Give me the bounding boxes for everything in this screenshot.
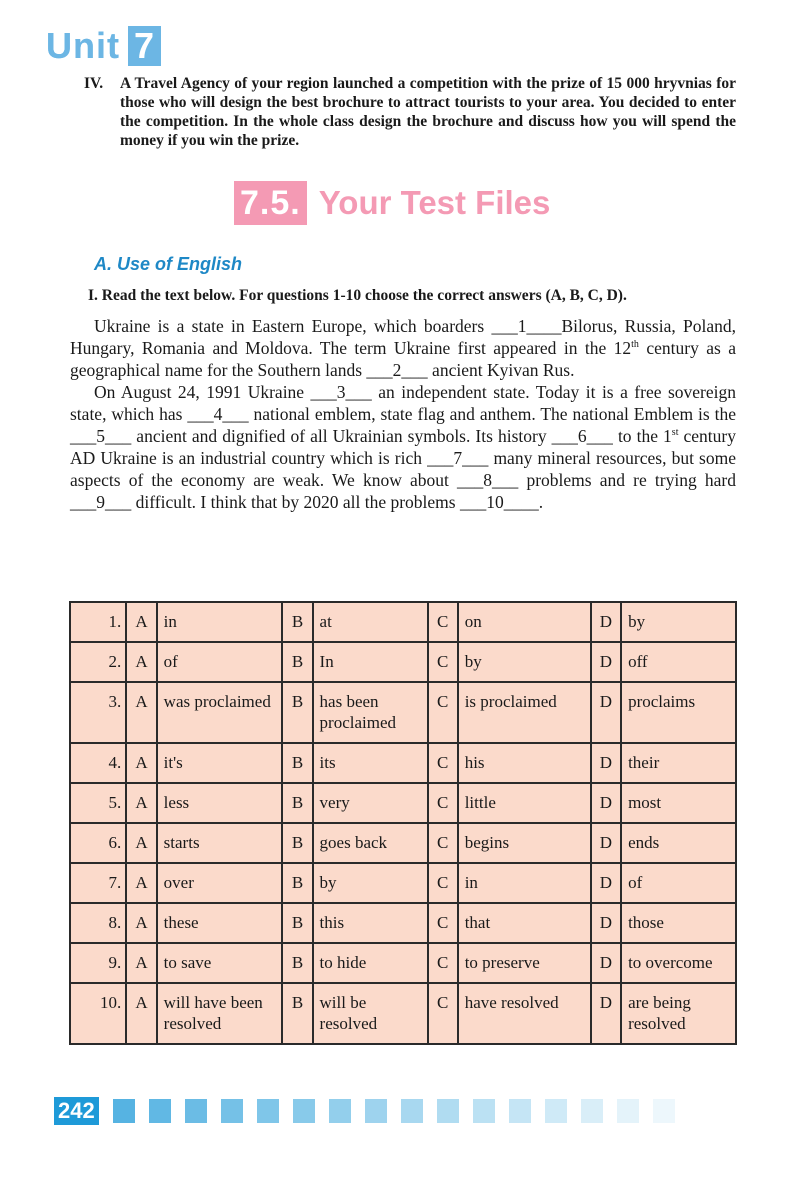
- question-number: 3.: [70, 682, 126, 743]
- table-row: [70, 863, 736, 903]
- task-four: [84, 74, 736, 150]
- reading-passage: [70, 315, 736, 513]
- unit-label: Unit: [46, 25, 120, 66]
- option-text-c: in: [458, 863, 591, 903]
- option-text-a: less: [157, 783, 283, 823]
- option-letter-d: D: [591, 602, 621, 642]
- option-letter-d: D: [591, 823, 621, 863]
- option-letter-c: C: [428, 863, 458, 903]
- option-letter-b: B: [282, 903, 312, 943]
- option-text-a: of: [157, 642, 283, 682]
- option-letter-d: D: [591, 863, 621, 903]
- option-letter-d: D: [591, 983, 621, 1044]
- option-letter-c: C: [428, 783, 458, 823]
- footer-decor-square: [653, 1099, 675, 1123]
- question-number: 9.: [70, 943, 126, 983]
- option-letter-a: A: [126, 783, 156, 823]
- footer-decor-square: [185, 1099, 207, 1123]
- footer-decor-square: [113, 1099, 135, 1123]
- option-letter-b: B: [282, 602, 312, 642]
- option-text-b: In: [313, 642, 428, 682]
- option-text-b: has been proclaimed: [313, 682, 428, 743]
- passage-paragraph-2: On August 24, 1991 Ukraine ___3___ an independent state. Today it is a free sovereign state, which has ___4___ national emblem, state flag and anthem. The national Emblem is the ___5___ ancient and dignified of all Ukrainian symbols. Its history ___6___ to the 1st century AD Ukraine is an industrial country which is rich ___7___ many mineral resources, but some aspects of the economy are weak. We know about ___8___ problems and re trying hard ___9___ difficult. I think that by 2020 all the problems ___10____.: [70, 382, 736, 512]
- option-letter-b: B: [282, 943, 312, 983]
- option-text-b: this: [313, 903, 428, 943]
- footer-decor-square: [221, 1099, 243, 1123]
- option-text-b: goes back: [313, 823, 428, 863]
- option-letter-c: C: [428, 823, 458, 863]
- footer-decor-square: [473, 1099, 495, 1123]
- option-letter-c: C: [428, 743, 458, 783]
- option-text-d: most: [621, 783, 736, 823]
- section-number: 7.5.: [234, 181, 307, 225]
- page-footer: [54, 1097, 675, 1125]
- task-numeral: IV.: [84, 75, 104, 92]
- option-text-b: by: [313, 863, 428, 903]
- option-text-c: begins: [458, 823, 591, 863]
- footer-decor-square: [329, 1099, 351, 1123]
- option-text-a: these: [157, 903, 283, 943]
- option-text-b: to hide: [313, 943, 428, 983]
- option-text-c: is proclaimed: [458, 682, 591, 743]
- table-row: [70, 983, 736, 1044]
- option-letter-c: C: [428, 943, 458, 983]
- option-text-b: its: [313, 743, 428, 783]
- table-row: [70, 682, 736, 743]
- option-letter-b: B: [282, 642, 312, 682]
- table-row: [70, 743, 736, 783]
- question-number: 6.: [70, 823, 126, 863]
- footer-decor-square: [509, 1099, 531, 1123]
- option-letter-a: A: [126, 743, 156, 783]
- footer-decor-square: [293, 1099, 315, 1123]
- option-text-d: their: [621, 743, 736, 783]
- unit-number: 7: [128, 26, 161, 66]
- option-text-a: it's: [157, 743, 283, 783]
- option-letter-a: A: [126, 642, 156, 682]
- option-letter-d: D: [591, 743, 621, 783]
- subsection-title: A. Use of English: [94, 254, 243, 274]
- section-heading: [234, 181, 550, 225]
- option-text-c: his: [458, 743, 591, 783]
- exercise-instruction: I. Read the text below. For questions 1-10 choose the correct answers (A, B, C, D).: [88, 287, 627, 304]
- table-row: [70, 903, 736, 943]
- footer-decor-square: [437, 1099, 459, 1123]
- option-text-c: on: [458, 602, 591, 642]
- option-text-a: will have been resolved: [157, 983, 283, 1044]
- option-text-a: in: [157, 602, 283, 642]
- option-letter-b: B: [282, 783, 312, 823]
- option-letter-b: B: [282, 983, 312, 1044]
- option-text-b: very: [313, 783, 428, 823]
- option-letter-d: D: [591, 903, 621, 943]
- option-text-c: by: [458, 642, 591, 682]
- option-text-d: off: [621, 642, 736, 682]
- option-text-a: to save: [157, 943, 283, 983]
- question-number: 10.: [70, 983, 126, 1044]
- table-row: [70, 602, 736, 642]
- option-text-d: proclaims: [621, 682, 736, 743]
- question-number: 8.: [70, 903, 126, 943]
- option-letter-c: C: [428, 602, 458, 642]
- option-letter-a: A: [126, 823, 156, 863]
- option-text-c: little: [458, 783, 591, 823]
- option-letter-b: B: [282, 682, 312, 743]
- option-text-b: will be resolved: [313, 983, 428, 1044]
- footer-decor-square: [617, 1099, 639, 1123]
- option-letter-c: C: [428, 983, 458, 1044]
- section-title: Your Test Files: [318, 184, 551, 221]
- option-letter-b: B: [282, 743, 312, 783]
- option-letter-a: A: [126, 943, 156, 983]
- option-text-b: at: [313, 602, 428, 642]
- footer-decor-square: [257, 1099, 279, 1123]
- option-text-d: to overcome: [621, 943, 736, 983]
- question-number: 1.: [70, 602, 126, 642]
- option-letter-a: A: [126, 602, 156, 642]
- option-text-c: that: [458, 903, 591, 943]
- option-text-c: have resolved: [458, 983, 591, 1044]
- option-letter-b: B: [282, 863, 312, 903]
- footer-decor-square: [545, 1099, 567, 1123]
- table-row: [70, 943, 736, 983]
- option-letter-a: A: [126, 983, 156, 1044]
- option-text-d: of: [621, 863, 736, 903]
- table-row: [70, 783, 736, 823]
- footer-decor-square: [401, 1099, 423, 1123]
- question-number: 7.: [70, 863, 126, 903]
- option-letter-d: D: [591, 943, 621, 983]
- option-letter-d: D: [591, 642, 621, 682]
- option-text-a: starts: [157, 823, 283, 863]
- option-text-d: are being resolved: [621, 983, 736, 1044]
- unit-header: [46, 26, 161, 66]
- option-letter-b: B: [282, 823, 312, 863]
- footer-decor-square: [581, 1099, 603, 1123]
- option-letter-c: C: [428, 642, 458, 682]
- footer-decor-square: [365, 1099, 387, 1123]
- option-letter-a: A: [126, 903, 156, 943]
- passage-paragraph-1: Ukraine is a state in Eastern Europe, which boarders ___1____Bilorus, Russia, Poland, Hungary, Romania and Moldova. The term Ukraine first appeared in the 12th century as a geographical name for the Southern lands ___2___ ancient Kyivan Rus.: [70, 316, 736, 380]
- option-letter-a: A: [126, 682, 156, 743]
- option-text-c: to preserve: [458, 943, 591, 983]
- option-letter-c: C: [428, 682, 458, 743]
- option-text-d: by: [621, 602, 736, 642]
- question-number: 5.: [70, 783, 126, 823]
- question-number: 2.: [70, 642, 126, 682]
- option-text-d: ends: [621, 823, 736, 863]
- option-text-d: those: [621, 903, 736, 943]
- question-number: 4.: [70, 743, 126, 783]
- option-text-a: was proclaimed: [157, 682, 283, 743]
- option-letter-d: D: [591, 682, 621, 743]
- answer-options-table: [69, 601, 737, 1045]
- option-text-a: over: [157, 863, 283, 903]
- footer-decor-square: [149, 1099, 171, 1123]
- option-letter-d: D: [591, 783, 621, 823]
- option-letter-a: A: [126, 863, 156, 903]
- table-row: [70, 642, 736, 682]
- option-letter-c: C: [428, 903, 458, 943]
- page-number: 242: [54, 1097, 99, 1125]
- task-text: A Travel Agency of your region launched a competition with the prize of 15 000 hryvnias for those who will design the best brochure to attract tourists to your area. You decided to enter the competition. In the whole class design the brochure and discuss how you will spend the money if you win the prize.: [120, 75, 736, 149]
- table-row: [70, 823, 736, 863]
